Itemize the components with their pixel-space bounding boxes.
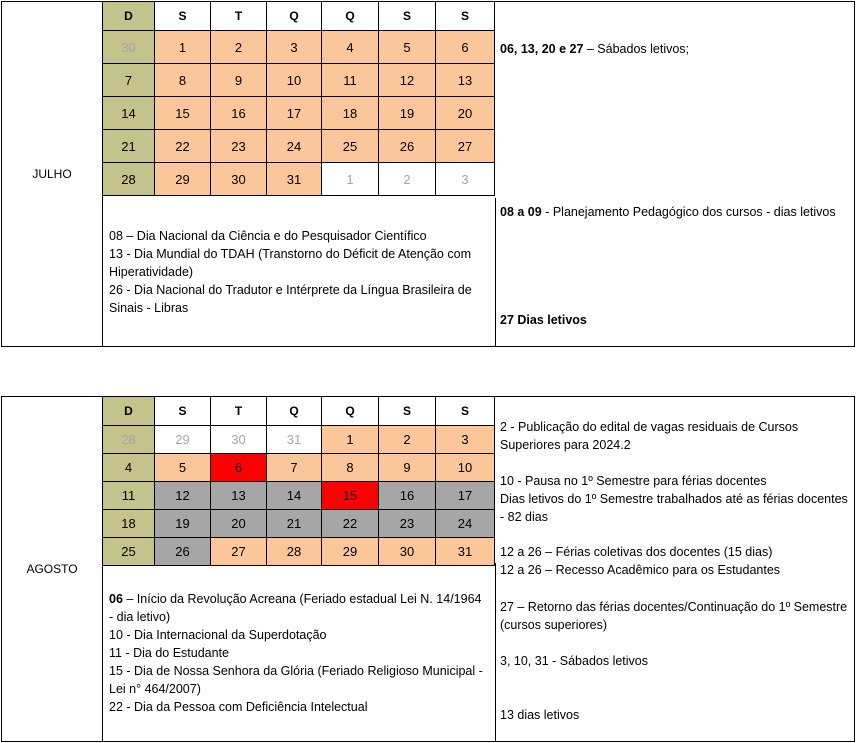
calendar-day: 5 — [379, 31, 436, 64]
calendar-day: 30 — [379, 538, 436, 566]
note-planejamento: 08 a 09 - Planejamento Pedagógico dos cursos - dias letivos — [500, 205, 836, 219]
calendar-day: 27 — [436, 130, 495, 163]
calendar-day: 3 — [436, 426, 495, 454]
note-edital: 2 - Publicação do edital de vagas residuais de Cursos Superiores para 2024.2 — [500, 420, 799, 452]
calendar-day: 9 — [211, 64, 267, 97]
note-total-dias: 27 Dias letivos — [500, 313, 587, 327]
event-item: 22 - Dia da Pessoa com Deficiência Intelectual — [109, 700, 368, 714]
note-dias-trabalhados: Dias letivos do 1º Semestre trabalhados até as férias docentes - 82 dias — [500, 492, 848, 524]
calendar-day: 1 — [155, 31, 211, 64]
week-row — [103, 482, 495, 510]
event-item: 06 – Início da Revolução Acreana (Feriado estadual Lei N. 14/1964 - dia letivo) — [109, 592, 482, 624]
calendar-day: 26 — [379, 130, 436, 163]
calendar-day: 19 — [155, 510, 211, 538]
note-retorno: 27 – Retorno das férias docentes/Continuação do 1º Semestre (cursos superiores) — [500, 600, 848, 632]
note-sabados: 3, 10, 31 - Sábados letivos — [500, 654, 649, 668]
calendar-day: 14 — [103, 97, 155, 130]
month-name: JULHO — [32, 167, 72, 181]
calendar-day: 28 — [103, 163, 155, 196]
calendar-day: 30 — [211, 163, 267, 196]
weekday-header-row — [103, 397, 495, 426]
calendar-day: 21 — [103, 130, 155, 163]
calendar-day: 7 — [267, 454, 322, 482]
calendar-day: 18 — [103, 510, 155, 538]
calendar-day: 11 — [322, 64, 379, 97]
calendar-day: 29 — [322, 538, 379, 566]
week-row — [103, 163, 495, 196]
weekday-header: D — [103, 2, 155, 31]
week-row — [103, 97, 495, 130]
calendar-day: 3 — [436, 163, 495, 196]
weekday-header: S — [379, 2, 436, 31]
calendar-day: 25 — [322, 130, 379, 163]
weekday-header: Q — [322, 397, 379, 426]
calendar-day: 16 — [379, 482, 436, 510]
calendar-day: 13 — [436, 64, 495, 97]
note-sabados: 06, 13, 20 e 27 – Sábados letivos; — [500, 42, 690, 56]
weekday-header: Q — [322, 2, 379, 31]
events-list-julho — [103, 198, 496, 346]
calendar-day: 2 — [379, 163, 436, 196]
week-row — [103, 426, 495, 454]
event-item: 11 - Dia do Estudante — [109, 646, 229, 660]
calendar-day: 14 — [267, 482, 322, 510]
calendar-day: 8 — [322, 454, 379, 482]
calendar-day: 17 — [267, 97, 322, 130]
weekday-header: Q — [267, 397, 322, 426]
calendar-day: 13 — [211, 482, 267, 510]
weekday-header: S — [379, 397, 436, 426]
event-item: 15 - Dia de Nossa Senhora da Glória (Feriado Religioso Municipal - Lei n° 464/2007) — [109, 664, 483, 696]
weekday-header: S — [436, 2, 495, 31]
calendar-day: 5 — [155, 454, 211, 482]
calendar-day: 12 — [155, 482, 211, 510]
month-block-agosto — [1, 396, 855, 742]
calendar-day: 30 — [211, 426, 267, 454]
calendar-day: 12 — [379, 64, 436, 97]
calendar-day: 1 — [322, 426, 379, 454]
calendar-day: 1 — [322, 163, 379, 196]
calendar-day: 28 — [267, 538, 322, 566]
calendar-day: 20 — [436, 97, 495, 130]
event-item: 10 - Dia Internacional da Superdotação — [109, 628, 327, 642]
week-row — [103, 31, 495, 64]
calendar-day: 9 — [379, 454, 436, 482]
weekday-header: Q — [267, 2, 322, 31]
calendar-day: 16 — [211, 97, 267, 130]
calendar-day: 15 — [322, 482, 379, 510]
weekday-header: T — [211, 2, 267, 31]
week-row — [103, 64, 495, 97]
month-name: AGOSTO — [26, 562, 78, 576]
calendar-day: 31 — [267, 426, 322, 454]
calendar-day: 29 — [155, 426, 211, 454]
calendar-day: 10 — [436, 454, 495, 482]
calendar-day: 30 — [103, 31, 155, 64]
notes-column-julho — [495, 2, 855, 346]
calendar-day: 4 — [322, 31, 379, 64]
week-row — [103, 130, 495, 163]
calendar-day: 24 — [436, 510, 495, 538]
week-row — [103, 538, 495, 566]
calendar-day: 29 — [155, 163, 211, 196]
calendar-day: 27 — [211, 538, 267, 566]
weekday-header: T — [211, 397, 267, 426]
calendar-day: 18 — [322, 97, 379, 130]
calendar-day: 10 — [267, 64, 322, 97]
note-total-dias: 13 dias letivos — [500, 708, 580, 722]
month-name-cell — [2, 397, 103, 741]
calendar-day: 25 — [103, 538, 155, 566]
month-block-julho — [1, 1, 855, 347]
calendar-day: 24 — [267, 130, 322, 163]
calendar-day: 2 — [211, 31, 267, 64]
week-row — [103, 510, 495, 538]
week-row — [103, 454, 495, 482]
calendar-day: 2 — [379, 426, 436, 454]
calendar-day: 21 — [267, 510, 322, 538]
notes-column-agosto — [495, 397, 855, 741]
calendar-day: 22 — [322, 510, 379, 538]
weekday-header: S — [155, 397, 211, 426]
calendar-day: 23 — [379, 510, 436, 538]
calendar-day: 15 — [155, 97, 211, 130]
calendar-day: 31 — [436, 538, 495, 566]
weekday-header: S — [155, 2, 211, 31]
calendar-day: 19 — [379, 97, 436, 130]
calendar-day: 28 — [103, 426, 155, 454]
note-pausa: 10 - Pausa no 1º Semestre para férias docentes — [500, 474, 767, 488]
calendar-day: 11 — [103, 482, 155, 510]
calendar-day: 3 — [267, 31, 322, 64]
note-recesso: 12 a 26 – Recesso Acadêmico para os Estudantes — [500, 563, 781, 577]
events-list-agosto — [103, 563, 496, 741]
event-item: 08 – Dia Nacional da Ciência e do Pesquisador Científico — [109, 229, 427, 243]
month-name-cell — [2, 2, 103, 346]
weekday-header: D — [103, 397, 155, 426]
calendar-day: 4 — [103, 454, 155, 482]
calendar-day: 22 — [155, 130, 211, 163]
event-item: 26 - Dia Nacional do Tradutor e Intérprete da Língua Brasileira de Sinais - Libras — [109, 283, 472, 315]
calendar-day: 6 — [436, 31, 495, 64]
calendar-day: 17 — [436, 482, 495, 510]
calendar-day: 26 — [155, 538, 211, 566]
event-item: 13 - Dia Mundial do TDAH (Transtorno do Déficit de Atenção com Hiperatividade) — [109, 247, 471, 279]
note-ferias: 12 a 26 – Férias coletivas dos docentes (15 dias) — [500, 545, 773, 559]
calendar-day: 6 — [211, 454, 267, 482]
calendar-day: 8 — [155, 64, 211, 97]
weekday-header-row — [103, 2, 495, 31]
calendar-day: 23 — [211, 130, 267, 163]
calendar-day: 7 — [103, 64, 155, 97]
calendar-day: 31 — [267, 163, 322, 196]
calendar-day: 20 — [211, 510, 267, 538]
weekday-header: S — [436, 397, 495, 426]
